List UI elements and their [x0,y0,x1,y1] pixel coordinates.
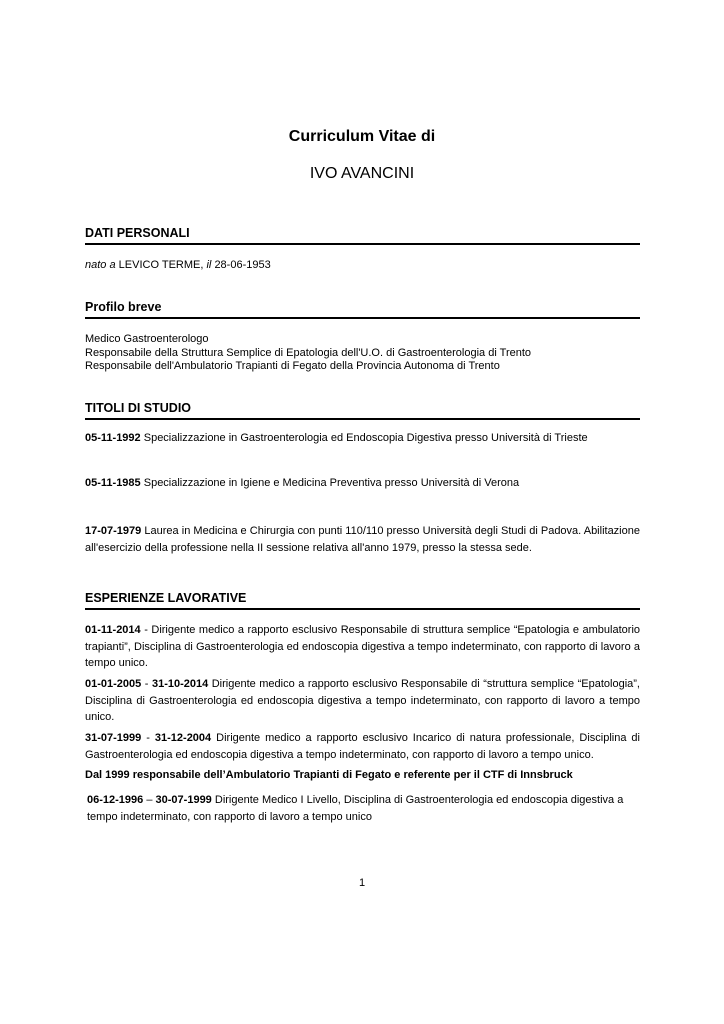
experience-date-to: 31-10-2014 [151,678,209,690]
profile-line: Responsabile dell'Ambulatorio Trapianti di Fegato della Provincia Autonoma di Trento [85,360,500,372]
education-text: Specializzazione in Gastroenterologia ed Endoscopia Digestiva presso Università di Trieste [143,432,588,444]
experience-item [85,622,640,672]
education-date: 05-11-1985 [85,477,141,489]
birth-info [85,259,640,273]
experience-date-to: 30-07-1999 [155,794,212,806]
experience-date-from: 06-12-1996 [87,794,144,806]
education-text: Laurea in Medicina e Chirurgia con punti 110/110 presso Università degli Studi di Padova. Abilitazione all'esercizio della professione nella II sessione relativa all'anno 1979, presso la stessa sede. [85,525,640,554]
profile-line: Medico Gastroenterologo [85,333,209,345]
experience-sep: - [146,732,150,744]
experience-date-from: 01-11-2014 [85,624,141,636]
experience-date-from: 01-01-2005 [85,678,142,690]
birth-date: 28-06-1953 [214,259,271,271]
experience-text: Dirigente medico a rapporto esclusivo Responsabile di “struttura semplice “Epatologia”, Disciplina di Gastroenterologia ed endoscopia digestiva a tempo indeterminato, con rapporto di lavoro a tempo unico. [85,678,640,723]
section-heading-personal: DATI PERSONALI [85,226,640,245]
experience-sep: - [144,624,148,636]
person-name: IVO AVANCINI [309,165,415,182]
experience-text: Dirigente Medico I Livello, Disciplina di Gastroenterologia ed endoscopia digestiva a tempo indeterminato, con rapporto di lavoro a tempo unico [87,794,624,823]
experience-sep: – [146,794,153,806]
experience-text: Dirigente medico a rapporto esclusivo Incarico di natura professionale, Disciplina di Gastroenterologia ed endoscopia digestiva a tempo indeterminato, con rapporto di lavoro a tempo unico. [85,732,640,761]
experience-date-from: 31-07-1999 [85,732,142,744]
section-heading-experience: ESPERIENZE LAVORATIVE [85,591,640,610]
experience-text: Dirigente medico a rapporto esclusivo Responsabile di struttura semplice “Epatologia e ambulatorio trapianti”, Disciplina di Gastroenterologia ed endoscopia digestiva a tempo indeterminato, con rapporto di lavoro a tempo unico. [85,624,640,669]
experience-item [85,676,640,726]
experience-sep: - [144,678,149,690]
section-heading-education: TITOLI DI STUDIO [85,401,640,420]
born-prefix: nato a [85,259,116,271]
education-date: 05-11-1992 [85,432,141,444]
education-date: 17-07-1979 [85,525,142,537]
experience-item [85,730,640,763]
experience-item [87,792,652,825]
education-text: Specializzazione in Igiene e Medicina Preventiva presso Università di Verona [143,477,520,489]
date-prefix: il [206,259,212,271]
experience-highlight: Dal 1999 responsabile dell’Ambulatorio Trapianti di Fegato e referente per il CTF di Innsbruck [85,769,573,781]
document-title: Curriculum Vitae di [288,128,436,145]
section-heading-profile: Profilo breve [85,300,640,319]
experience-date-to: 31-12-2004 [154,732,212,744]
education-item [85,523,640,557]
page-number: 1 [358,877,366,889]
profile-line: Responsabile della Struttura Semplice di Epatologia dell'U.O. di Gastroenterologia di Trento [85,346,532,359]
profile-lines [85,333,640,374]
education-item [85,477,640,491]
birth-place: LEVICO TERME, [118,259,204,271]
education-item [85,432,640,446]
